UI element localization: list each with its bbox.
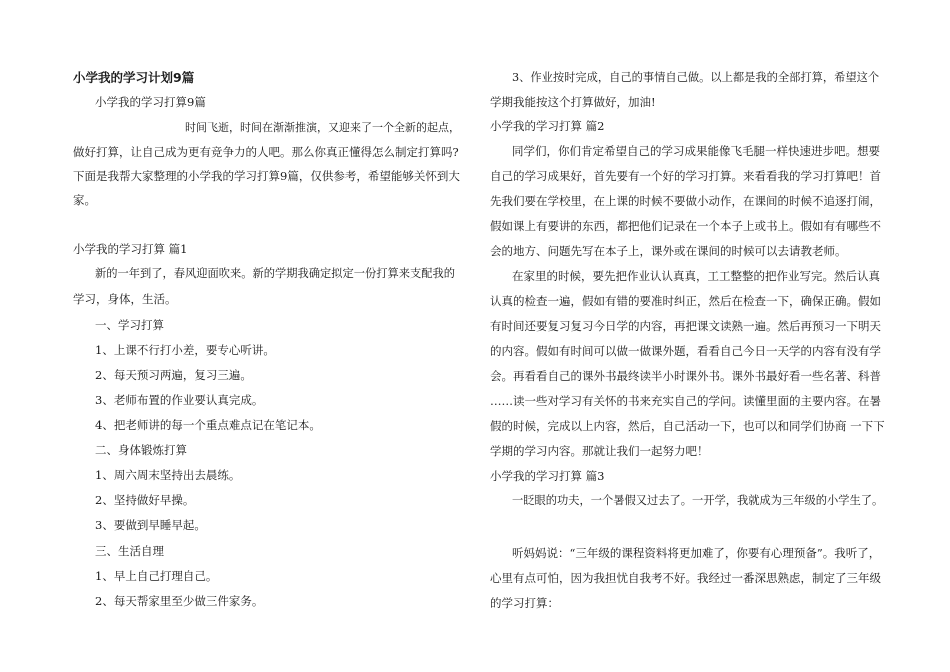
paragraph-line: 假的时候，完成以上内容，然后，自己活动一下，也可以和同学们协商 一下下 (490, 419, 885, 433)
list-item: 1、周六周末坚持出去晨练。 (95, 468, 241, 482)
paragraph-line: 学习，身体，生活。 (73, 292, 177, 306)
list-item: 4、把老师讲的每一个重点难点记在笔记本。 (95, 418, 321, 432)
list-item: 3、要做到早睡早起。 (95, 518, 206, 532)
paragraph-line: 有时间还要复习复习今日学的内容，再把课文读熟一遍。然后再预习一下明天 (490, 319, 881, 333)
document-title: 小学我的学习计划9篇 (73, 70, 195, 85)
list-item: 1、早上自己打理自己。 (95, 569, 218, 583)
list-item: 3、老师布置的作业要认真完成。 (95, 393, 264, 407)
paragraph-line: 学期的学习内容。那就让我们一起努力吧！ (490, 444, 709, 458)
paragraph-line: 学期我能按这个打算做好，加油! (490, 95, 656, 109)
paragraph-line: 在家里的时候，要先把作业认认真真，工工整整的把作业写完。然后认真 (512, 269, 880, 283)
paragraph-line: 的学习打算： (490, 596, 559, 610)
intro-line: 下面是我帮大家整理的小学我的学习打算9篇，仅供参考，希望能够关怀到大 (73, 169, 460, 183)
paragraph-line: 心里有点可怕，因为我担忧自我考不好。我经过一番深思熟虑，制定了三年级 (490, 571, 881, 585)
paragraph-line: 先我们要在学校里，在上课的时候不要做小动作，在课间的时候不追逐打闹， (490, 194, 881, 208)
document-subtitle: 小学我的学习打算9篇 (95, 95, 206, 109)
list-item: 三、生活自理 (95, 544, 164, 558)
paragraph-line: 自己的学习成果好，首先要有一个好的学习打算。来看看我的学习打算吧！首 (490, 169, 881, 183)
paragraph-line: 3、作业按时完成，自己的事情自己做。以上都是我的全部打算，希望这个 (512, 71, 880, 84)
paragraph-line: 会。再看看自己的课外书最终读半小时课外书。课外书最好看一些名著、科普 (490, 369, 881, 383)
list-item: 2、坚持做好早操。 (95, 493, 195, 507)
intro-line: 家。 (73, 193, 96, 207)
list-item: 2、每天预习两遍，复习三遍。 (95, 368, 252, 382)
paragraph-line: 一眨眼的功夫，一个暑假又过去了。一开学，我就成为三年级的小学生了。 (512, 494, 884, 507)
intro-line: 时间飞逝，时间在渐渐推演，又迎来了一个全新的起点， (185, 121, 460, 134)
paragraph-line: ……读一些对学习有关怀的书来充实自己的学问。读懂里面的主要内容。在暑 (490, 394, 881, 408)
section-heading: 小学我的学习打算 篇3 (490, 469, 605, 483)
paragraph-line: 认真的检查一遍，假如有错的要准时纠正，然后在检查一下，确保正确。假如 (490, 294, 881, 308)
paragraph-line: 新的一年到了，春风迎面吹来。新的学期我确定拟定一份打算来支配我的 (95, 267, 456, 280)
paragraph-line: 会的地方、问题先写在本子上，课外或在课间的时候可以去请教老师。 (490, 244, 847, 258)
list-item: 2、每天帮家里至少做三件家务。 (95, 594, 264, 608)
paragraph-line: 的内容。假如有时间可以做一做课外题，看看自己今日一天学的内容有没有学 (490, 344, 881, 358)
paragraph-line: 听妈妈说：“三年级的课程资料将更加难了，你要有心理预备”。我听了， (512, 546, 881, 560)
intro-line: 做好打算，让自己成为更有竞争力的人吧。那么你真正懂得怎么制定打算吗? (73, 145, 459, 159)
section-heading: 小学我的学习打算 篇2 (490, 119, 605, 133)
list-item: 1、上课不行打小差，要专心听讲。 (95, 343, 275, 357)
section-heading: 小学我的学习打算 篇1 (73, 242, 188, 256)
paragraph-line: 假如课上有要讲的东西，都把他们记录在一个本子上或书上。假如有有哪些不 (490, 219, 881, 233)
paragraph-line: 同学们，你们肯定希望自己的学习成果能像飞毛腿一样快速进步吧。想要 (512, 144, 880, 158)
list-item: 二、身体锻炼打算 (95, 443, 187, 457)
list-item: 一、学习打算 (95, 318, 164, 332)
